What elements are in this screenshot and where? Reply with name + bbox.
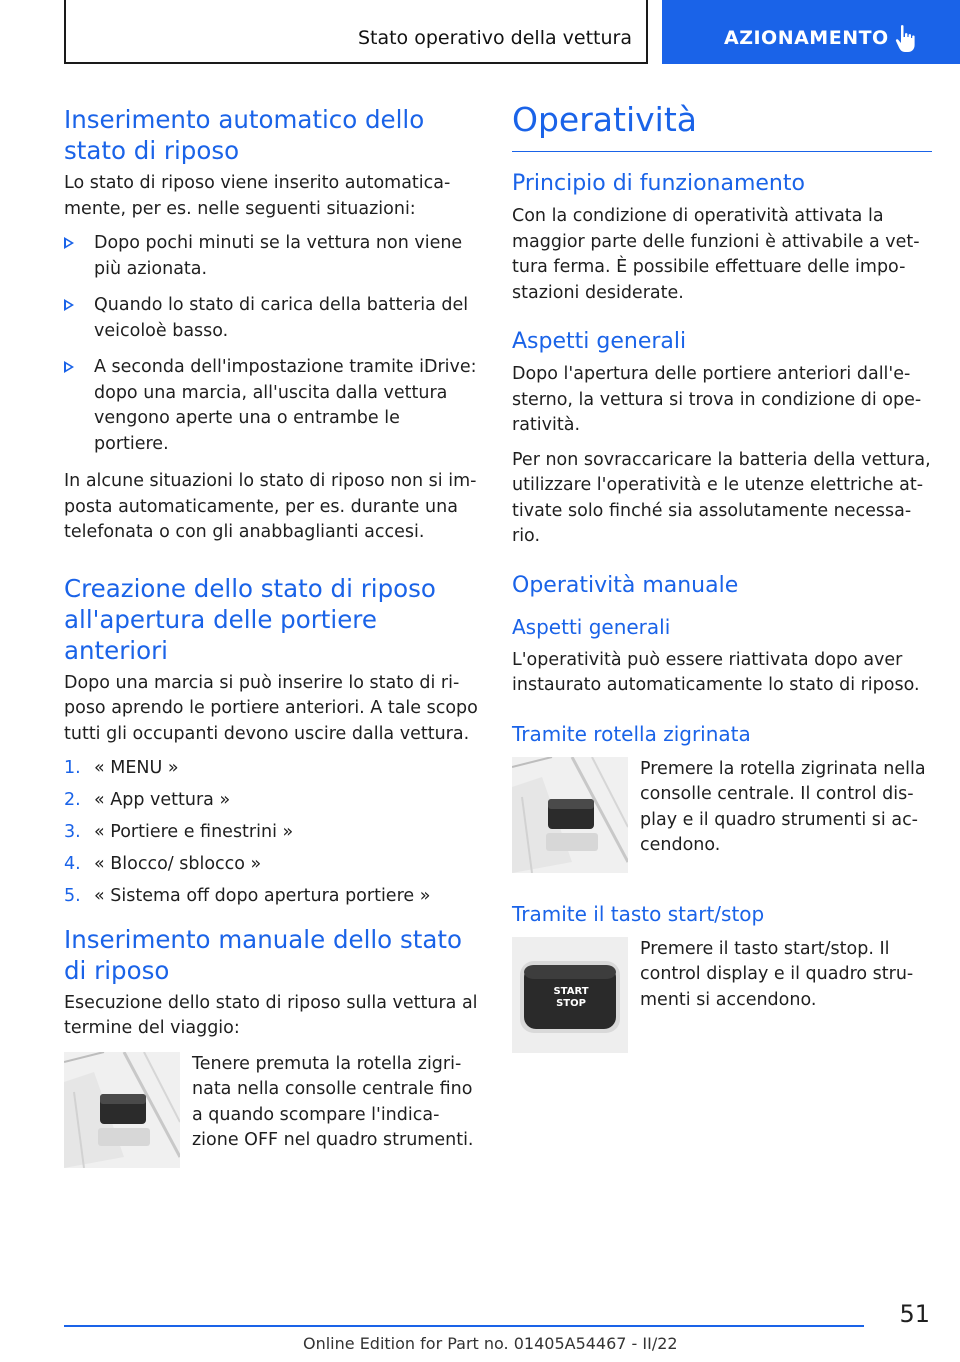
stop-label: STOP: [556, 997, 586, 1009]
footer-edition: Online Edition for Part no. 01405A54467 - II/22: [303, 1334, 678, 1353]
door-rest-intro: Dopo una marcia si può inserire lo stato di ri-poso aprendo le portiere anteriori. A tale scopo tutti gli occupanti devono uscire dalla vettura.: [64, 672, 478, 744]
manual-rest-figure: [64, 1052, 480, 1168]
auto-rest-outro: In alcune situazioni lo stato di riposo non si im-posta automaticamente, per es. durante una telefonata o con gli anabbaglianti accesi.: [64, 471, 477, 542]
manuale-text: L'operatività può essere riattivata dopo aver instaurato automaticamente lo stato di riposo.: [512, 649, 920, 695]
list-item: 2. « App vettura »: [64, 790, 231, 810]
rotella-figure: [512, 757, 932, 873]
rotella-text: Premere la rotella zigrinata nella consolle centrale. Il control dis-play e il quadro strumenti si ac-cendono.: [640, 758, 926, 855]
running-header: [64, 0, 648, 64]
heading-aspetti-generali: Aspetti generali: [512, 329, 687, 354]
section-title-door-rest: Creazione dello stato di riposo all'apertura delle portiere anteriori: [64, 573, 436, 665]
list-item: 1. « MENU »: [64, 758, 179, 778]
page-number: 51: [899, 1300, 930, 1328]
auto-rest-bullet-list: [64, 231, 480, 457]
tasto-text: Premere il tasto start/stop. Il control display e il quadro stru-menti si accendono.: [640, 938, 914, 1010]
door-rest-steps: [64, 756, 480, 910]
bullet-arrow-icon: [64, 299, 74, 311]
principio-text: Con la condizione di operatività attivata la maggior parte delle funzioni è attivabile a vet-tura ferma. È possibile effettuare delle impo-stazioni desiderate.: [512, 206, 920, 303]
tasto-figure: [512, 937, 932, 1053]
page-title: Operatività: [512, 100, 932, 152]
bullet-arrow-icon: [64, 361, 74, 373]
heading-operativita-manuale: Operatività manuale: [512, 572, 739, 598]
heading-aspetti-generali-2: Aspetti generali: [512, 614, 671, 639]
start-label: START: [553, 985, 589, 997]
manual-rest-figure-text: Tenere premuta la rotella zigri-nata nella consolle centrale fino a quando scompare l'indica-zione OFF nel quadro strumenti.: [192, 1053, 474, 1150]
header-title: Stato operativo della vettura: [357, 27, 632, 49]
knurled-wheel-image: [512, 757, 628, 873]
list-item: 3. « Portiere e finestrini »: [64, 822, 294, 842]
heading-tasto: Tramite il tasto start/stop: [512, 901, 765, 926]
knurled-wheel-image: [64, 1052, 180, 1168]
aspetti-text-1: Dopo l'apertura delle portiere anteriori dall'e-sterno, la vettura si trova in condizione di ope-ratività.: [512, 364, 922, 435]
list-item: Quando lo stato di carica della batteria del veicoloè basso.: [64, 293, 480, 344]
heading-principio: Principio di funzionamento: [512, 171, 805, 196]
list-item: A seconda dell'impostazione tramite iDrive: dopo una marcia, all'uscita dalla vettura vengono aperte una o entrambe le portiere.: [64, 355, 480, 457]
right-column: [512, 100, 932, 1053]
list-item: 4. « Blocco/ sblocco »: [64, 854, 262, 874]
bullet-arrow-icon: [64, 237, 74, 249]
list-item: 5. « Sistema off dopo apertura portiere »: [64, 886, 431, 906]
section-title-manual-rest: Inserimento manuale dello stato di riposo: [64, 924, 462, 985]
pointing-hand-icon: [895, 24, 921, 54]
start-stop-button-image: [512, 937, 628, 1053]
manual-rest-intro: Esecuzione dello stato di riposo sulla vettura al termine del viaggio:: [64, 992, 478, 1038]
list-item: Dopo pochi minuti se la vettura non viene più azionata.: [64, 231, 480, 282]
auto-rest-intro: Lo stato di riposo viene inserito automatica-mente, per es. nelle seguenti situazioni:: [64, 173, 451, 219]
left-column: [64, 100, 480, 1168]
chapter-tab-label: AZIONAMENTO: [724, 27, 889, 49]
section-title-auto-rest: Inserimento automatico dello stato di riposo: [64, 105, 425, 165]
aspetti-text-2: Per non sovraccaricare la batteria della vettura, utilizzare l'operatività e le utenze elettriche at-tivate solo finché sia assolutamente necessa-rio.: [512, 449, 931, 546]
heading-rotella: Tramite rotella zigrinata: [512, 721, 751, 746]
footer-divider: [64, 1325, 864, 1327]
